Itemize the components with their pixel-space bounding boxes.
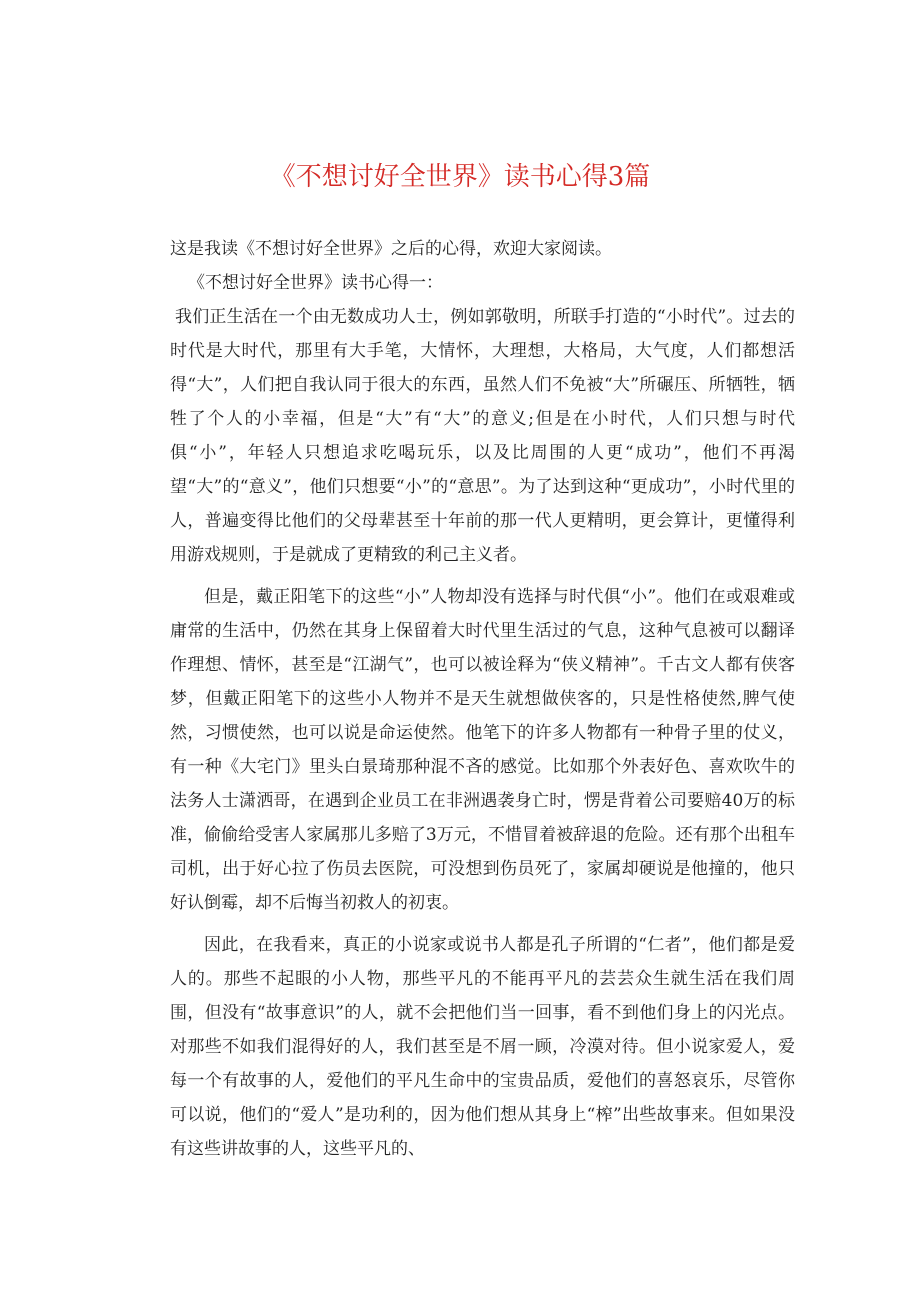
document-body — [170, 232, 795, 1166]
document-title: 《不想讨好全世界》读书心得3篇 — [269, 162, 651, 192]
intro-paragraph: 这是我读《不想讨好全世界》之后的心得，欢迎大家阅读。 — [170, 239, 612, 259]
body-paragraph-3: 因此，在我看来，真正的小说家或说书人都是孔子所谓的“仁者”，他们都是爱人的。那些不起眼的小人物，那些平凡的不能再平凡的芸芸众生就生活在我们周围，但没有“故事意识”的人，就不会把他们当一回事，看不到他们身上的闪光点。对那些不如我们混得好的人，我们甚至是不屑一顾，冷漠对待。但小说家爱人，爱每一个有故事的人，爱他们的平凡生命中的宝贵品质，爱他们的喜怒哀乐，尽管你可以说，他们的“爱人”是功利的，因为他们想从其身上“榨”出些故事来。但如果没有这些讲故事的人，这些平凡的、 — [170, 935, 795, 1159]
body-paragraph-2: 但是，戴正阳笔下的这些“小”人物却没有选择与时代俱“小”。他们在或艰难或庸常的生活中，仍然在其身上保留着大时代里生活过的气息，这种气息被可以翻译作理想、情怀，甚至是“江湖气”，也可以被诠释为“侠义精神”。千古文人都有侠客梦，但戴正阳笔下的这些小人物并不是天生就想做侠客的，只是性格使然,脾气使然，习惯使然，也可以说是命运使然。他笔下的许多人物都有一种骨子里的仗义，有一种《大宅门》里头白景琦那种混不吝的感觉。比如那个外表好色、喜欢吹牛的法务人士潇洒哥，在遇到企业员工在非洲遇袭身亡时，愣是背着公司要赔40万的标准，偷偷给受害人家属那儿多赔了3万元，不惜冒着被辞退的危险。还有那个出租车司机，出于好心拉了伤员去医院，可没想到伤员死了，家属却硬说是他撞的，他只好认倒霉，却不后悔当初救人的初衷。 — [170, 587, 795, 913]
body-paragraph-1: 我们正生活在一个由无数成功人士，例如郭敬明，所联手打造的“小时代”。过去的时代是大时代，那里有大手笔，大情怀，大理想，大格局，大气度，人们都想活得“大”，人们把自我认同于很大的东西，虽然人们不免被“大”所碾压、所牺牲，牺牲了个人的小幸福，但是“大”有“大”的意义;但是在小时代，人们只想与时代俱“小”，年轻人只想追求吃喝玩乐，以及比周围的人更“成功”，他们不再渴望“大”的“意义”，他们只想要“小”的“意思”。为了达到这种“更成功”，小时代里的人，普遍变得比他们的父母辈甚至十年前的那一代人更精明，更会算计，更懂得利用游戏规则，于是就成了更精致的利己主义者。 — [170, 307, 795, 565]
section-heading: 《不想讨好全世界》读书心得一： — [188, 273, 443, 293]
